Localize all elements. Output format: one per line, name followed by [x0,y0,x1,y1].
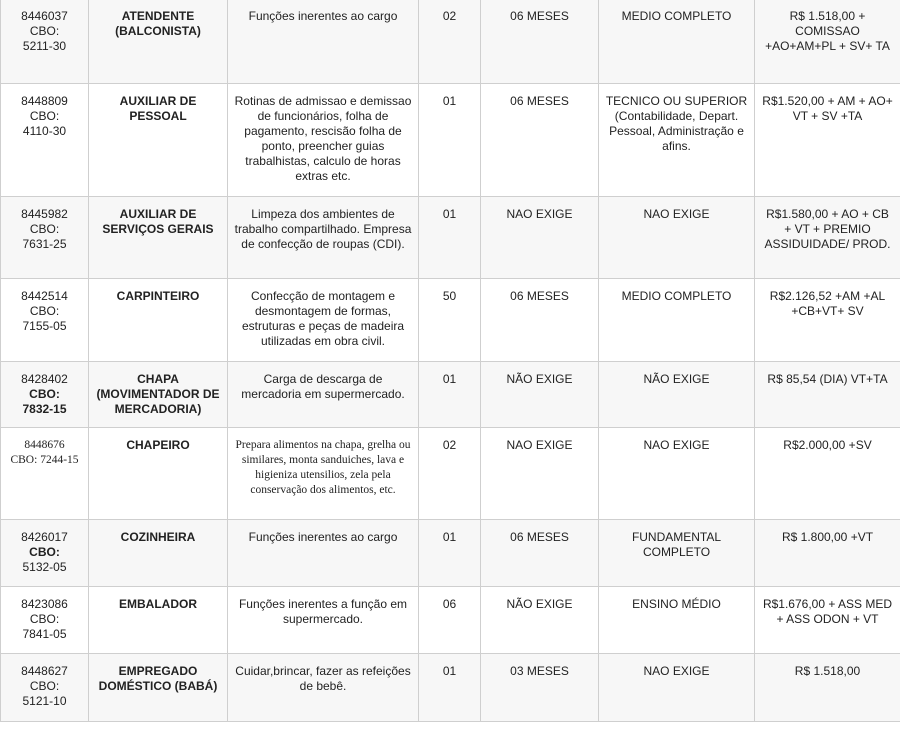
job-code-cell: 8446037 CBO: 5211-30 [1,0,89,84]
salary-cell: R$2.000,00 +SV [755,428,900,520]
education-cell: ENSINO MÉDIO [599,587,755,654]
job-description-cell: Cuidar,brincar, fazer as refeições de bebê. [228,654,419,722]
job-title-cell: COZINHEIRA [89,520,228,587]
education-cell: NAO EXIGE [599,654,755,722]
job-description-cell: Prepara alimentos na chapa, grelha ou similares, monta sanduiches, lava e higieniza utensilios, zela pela conservação dos alimentos, etc. [228,428,419,520]
experience-cell: 06 MESES [481,279,599,362]
job-code-cell: 8448809 CBO: 4110-30 [1,84,89,197]
job-description-cell: Funções inerentes ao cargo [228,520,419,587]
job-code-cell: 8442514 CBO: 7155-05 [1,279,89,362]
salary-cell: R$1.520,00 + AM + AO+ VT + SV +TA [755,84,900,197]
vacancies-cell: 01 [419,654,481,722]
job-title-cell: EMPREGADO DOMÉSTICO (BABÁ) [89,654,228,722]
job-description-cell: Carga de descarga de mercadoria em supermercado. [228,362,419,428]
salary-cell: R$ 1.800,00 +VT [755,520,900,587]
experience-cell: 06 MESES [481,84,599,197]
job-code-cell: 8426017 CBO: 5132-05 [1,520,89,587]
table-row [1,84,900,197]
job-code-cell: 8428402 CBO: 7832-15 [1,362,89,428]
vacancies-cell: 02 [419,0,481,84]
job-code-cell: 8423086 CBO: 7841-05 [1,587,89,654]
job-description-cell: Confecção de montagem e desmontagem de formas, estruturas e peças de madeira utilizadas em obra civil. [228,279,419,362]
job-code-cell: 8445982 CBO: 7631-25 [1,197,89,279]
table-row [1,520,900,587]
education-cell: MEDIO COMPLETO [599,0,755,84]
job-title-cell: AUXILIAR DE SERVIÇOS GERAIS [89,197,228,279]
table-row [1,362,900,428]
experience-cell: 06 MESES [481,520,599,587]
education-cell: TECNICO OU SUPERIOR (Contabilidade, Depart. Pessoal, Administração e afins. [599,84,755,197]
education-cell: NAO EXIGE [599,197,755,279]
table-row [1,654,900,722]
vacancies-cell: 01 [419,520,481,587]
experience-cell: NAO EXIGE [481,428,599,520]
job-description-cell: Funções inerentes a função em supermercado. [228,587,419,654]
education-cell: FUNDAMENTAL COMPLETO [599,520,755,587]
vacancies-cell: 01 [419,197,481,279]
table-row [1,587,900,654]
job-title-cell: EMBALADOR [89,587,228,654]
salary-cell: R$ 85,54 (DIA) VT+TA [755,362,900,428]
vacancies-cell: 50 [419,279,481,362]
table-row [1,279,900,362]
job-code-cell: 8448676 CBO: 7244-15 [1,428,89,520]
job-title-cell: AUXILIAR DE PESSOAL [89,84,228,197]
salary-cell: R$1.676,00 + ASS MED + ASS ODON + VT [755,587,900,654]
experience-cell: NÃO EXIGE [481,587,599,654]
vacancies-cell: 01 [419,362,481,428]
job-code-cell: 8448627 CBO: 5121-10 [1,654,89,722]
job-title-cell: ATENDENTE (BALCONISTA) [89,0,228,84]
salary-cell: R$1.580,00 + AO + CB + VT + PREMIO ASSIDUIDADE/ PROD. [755,197,900,279]
table-row [1,197,900,279]
experience-cell: NAO EXIGE [481,197,599,279]
table-row [1,0,900,84]
vacancies-cell: 01 [419,84,481,197]
salary-cell: R$ 1.518,00 [755,654,900,722]
job-title-cell: CHAPA (MOVIMENTADOR DE MERCADORIA) [89,362,228,428]
salary-cell: R$ 1.518,00 + COMISSAO +AO+AM+PL + SV+ TA [755,0,900,84]
education-cell: NAO EXIGE [599,428,755,520]
salary-cell: R$2.126,52 +AM +AL +CB+VT+ SV [755,279,900,362]
vacancies-cell: 06 [419,587,481,654]
experience-cell: 03 MESES [481,654,599,722]
experience-cell: NÃO EXIGE [481,362,599,428]
job-title-cell: CARPINTEIRO [89,279,228,362]
job-title-cell: CHAPEIRO [89,428,228,520]
job-description-cell: Limpeza dos ambientes de trabalho compartilhado. Empresa de confecção de roupas (CDI). [228,197,419,279]
experience-cell: 06 MESES [481,0,599,84]
education-cell: MEDIO COMPLETO [599,279,755,362]
job-description-cell: Rotinas de admissao e demissao de funcionários, folha de pagamento, rescisão folha de ponto, preencher guias trabalhistas, calculo de horas extras etc. [228,84,419,197]
vacancies-cell: 02 [419,428,481,520]
table-row [1,428,900,520]
job-description-cell: Funções inerentes ao cargo [228,0,419,84]
education-cell: NÃO EXIGE [599,362,755,428]
